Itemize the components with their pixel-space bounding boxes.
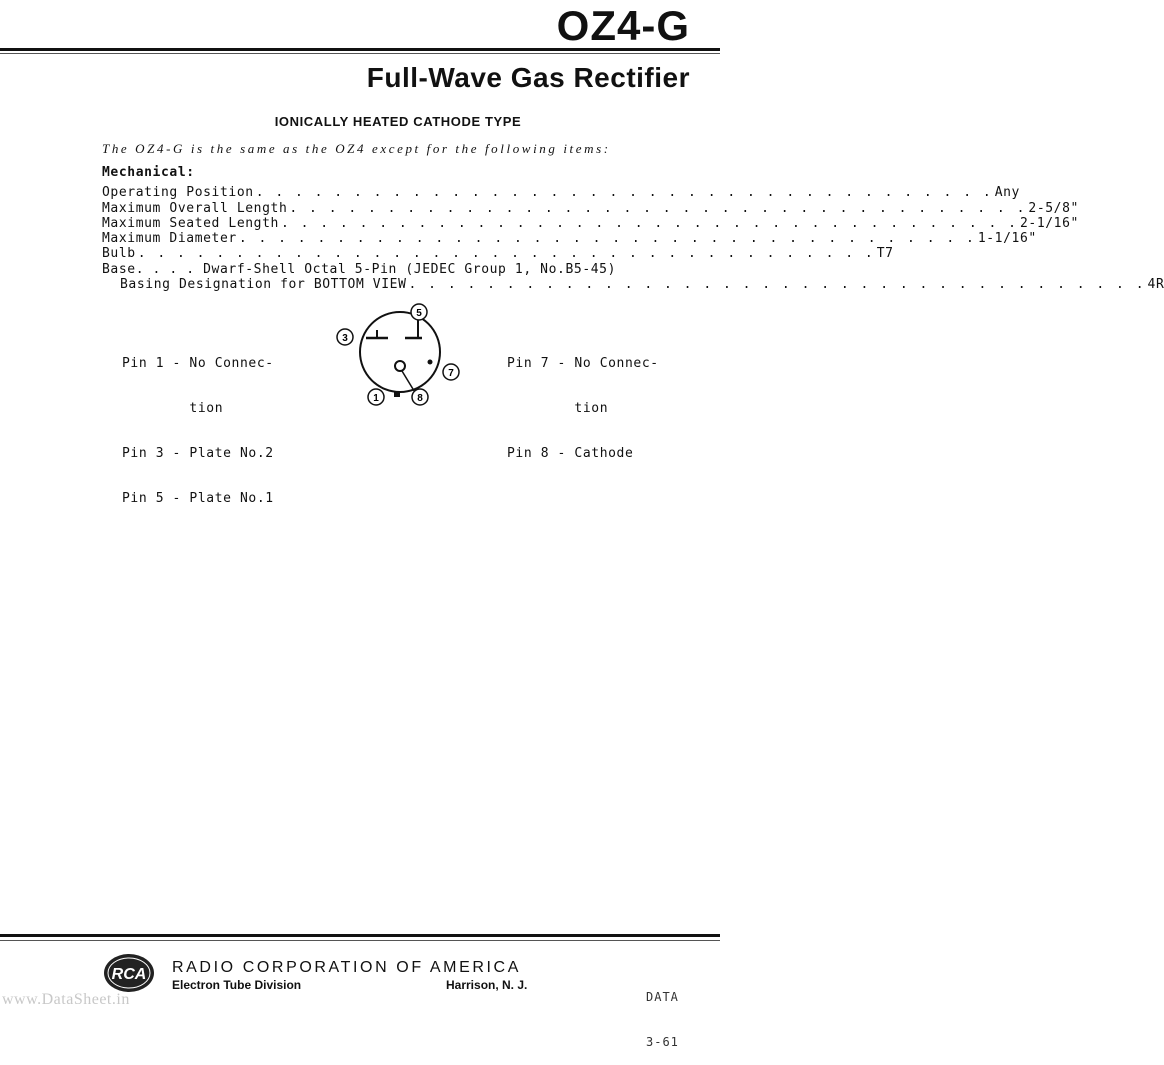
watermark: www.DataSheet.in (2, 991, 130, 1008)
heater-dot (428, 360, 433, 365)
spec-label: Maximum Seated Length (102, 216, 279, 231)
spec-row (102, 185, 1020, 200)
basing-diagram (330, 300, 470, 410)
spec-row (120, 277, 1164, 292)
spec-row (102, 201, 1079, 216)
pin-list-left (122, 326, 274, 521)
data-label: DATA (646, 990, 679, 1004)
page-title: Full-Wave Gas Rectifier (366, 62, 690, 93)
spec-label: Operating Position (102, 185, 254, 200)
spec-value: 2-5/8" (1028, 201, 1079, 216)
pin-line: Pin 7 - No Connec- (507, 356, 659, 371)
cathode-type-subtitle: IONICALLY HEATED CATHODE TYPE (274, 114, 522, 129)
spec-value: 4R (1147, 277, 1164, 292)
pin-number: 1 (373, 393, 379, 404)
logo-text: RCA (111, 966, 147, 983)
base-outline (360, 312, 440, 392)
pin-line: Pin 3 - Plate No.2 (122, 446, 274, 461)
tube-id: OZ4-G (556, 2, 690, 49)
mechanical-heading: Mechanical: (102, 165, 195, 180)
pin-line: tion (122, 401, 224, 416)
spec-value: 2-1/16" (1019, 216, 1079, 231)
pin-list-right (507, 326, 659, 476)
leader-dots: . . . . . . . . . . . . . . . . . . . . . . . . . . . . . . . . . . . . . . (255, 185, 993, 200)
leader-dots: . . . . . . . . . . . . . . . . . . . . . . . . . . . . . . . . . . . . . . (408, 277, 1146, 292)
intro-text: The OZ4-G is the same as the OZ4 except for the following items: (102, 141, 611, 156)
spec-row (102, 231, 1037, 246)
pin-number: 8 (417, 393, 423, 404)
top-rule-thin (0, 53, 720, 54)
cathode-electrode (395, 361, 405, 371)
rca-logo (102, 952, 156, 994)
pin-line: Pin 5 - Plate No.1 (122, 491, 274, 506)
spec-label: Maximum Diameter (102, 231, 237, 246)
division-name: Electron Tube Division (172, 978, 302, 992)
data-sheet-reference (646, 960, 679, 1065)
spec-row (102, 216, 1079, 231)
pin-number: 7 (448, 368, 454, 379)
pin-line: tion (507, 401, 609, 416)
base-key (394, 392, 400, 397)
spec-row (102, 262, 688, 277)
spec-label: Base. . . . Dwarf-Shell Octal 5-Pin (JEDEC Group 1, No.B5-45) (102, 262, 617, 277)
leader-dots: . . . . . . . . . . . . . . . . . . . . . . . . . . . . . . . . . . . . . . (238, 231, 976, 246)
spec-row (102, 246, 894, 261)
company-location: Harrison, N. J. (446, 978, 528, 992)
spec-value: T7 (876, 246, 894, 261)
spec-label: Bulb (102, 246, 136, 261)
pin-line: Pin 8 - Cathode (507, 446, 634, 461)
leader-dots: . . . . . . . . . . . . . . . . . . . . . . . . . . . . . . . . . . . . . . (289, 201, 1027, 216)
data-date: 3-61 (646, 1035, 679, 1049)
leader-dots: . . . . . . . . . . . . . . . . . . . . . . . . . . . . . . . . . . . . . . (137, 246, 875, 261)
company-name: RADIO CORPORATION OF AMERICA (172, 959, 521, 976)
leader-dots: . . . . . . . . . . . . . . . . . . . . . . . . . . . . . . . . . . . . . . (280, 216, 1018, 231)
spec-value: 1-1/16" (977, 231, 1037, 246)
spec-label: Basing Designation for BOTTOM VIEW (120, 277, 407, 292)
footer-rule (0, 934, 720, 937)
pin-line: Pin 1 - No Connec- (122, 356, 274, 371)
pin-number: 5 (416, 308, 422, 319)
spec-label: Maximum Overall Length (102, 201, 288, 216)
spec-value: Any (994, 185, 1020, 200)
pin-number: 3 (342, 333, 348, 344)
footer-rule-thin (0, 940, 720, 941)
